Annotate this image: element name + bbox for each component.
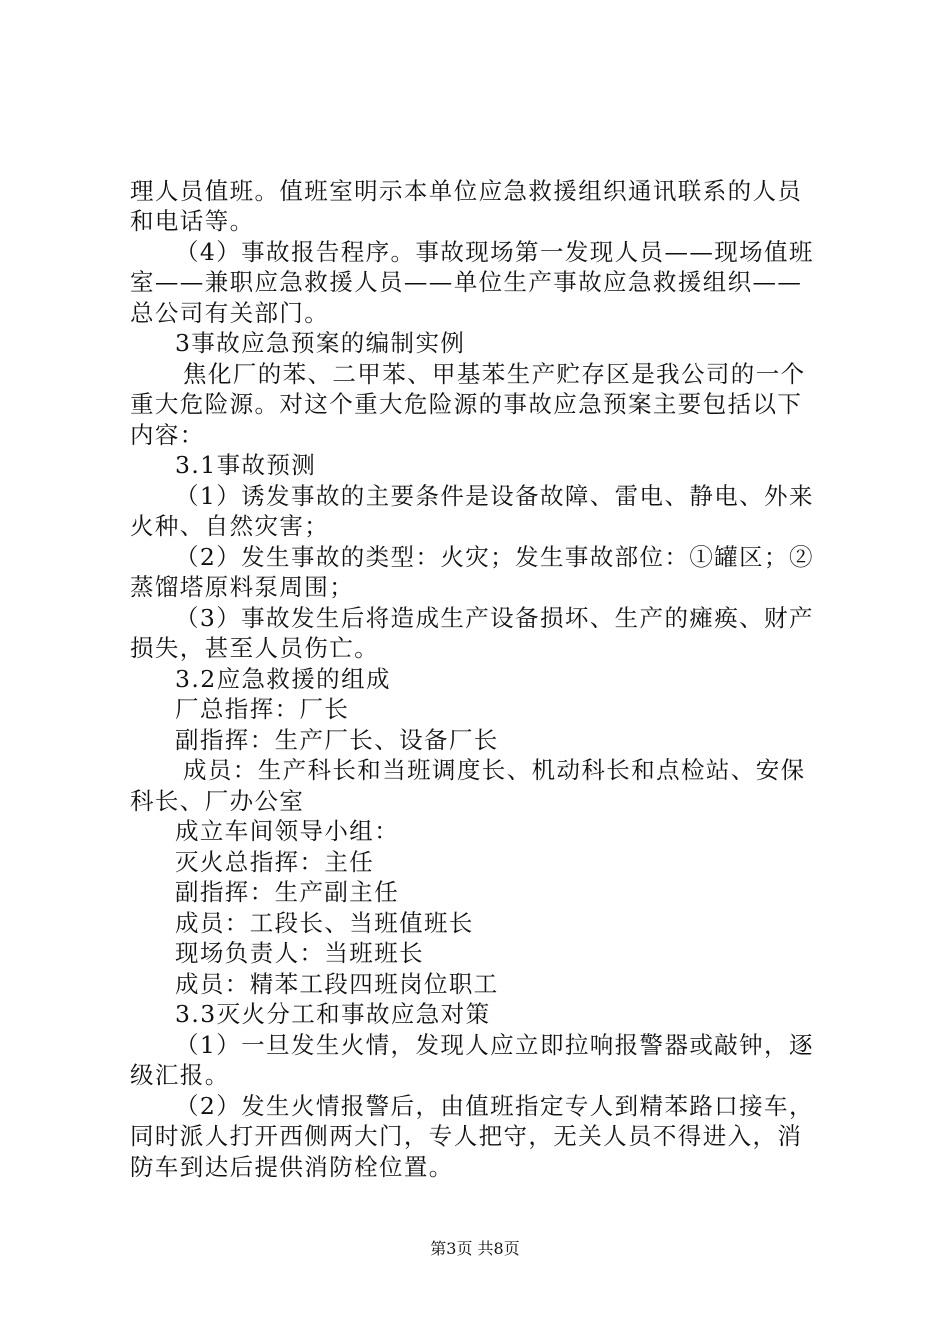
text-line: 副指挥：生产副主任 [175,878,400,906]
text-line: 内容： [130,421,205,449]
text-line: 现场负责人：当班班长 [175,939,424,967]
text-line: 损失，甚至人员伤亡。 [130,634,379,662]
text-line: 成员：精苯工段四班岗位职工 [175,970,499,998]
text-line: 同时派人打开西侧两大门，专人把守，无关人员不得进入，消 [130,1122,803,1150]
text-line: 副指挥：生产厂长、设备厂长 [175,726,499,754]
text-line: 级汇报。 [130,1061,230,1089]
text-line: （1）诱发事故的主要条件是设备故障、雷电、静电、外来 [175,482,814,510]
text-line: 理人员值班。值班室明示本单位应急救援组织通讯联系的人员 [130,177,803,205]
text-line: （2）发生火情报警后，由值班指定专人到精苯路口接车， [175,1092,814,1120]
text-line: （4）事故报告程序。事故现场第一发现人员——现场值班 [175,238,814,266]
text-line: 灭火总指挥：主任 [175,848,375,876]
text-line: 厂总指挥：厂长 [175,695,350,723]
page-number-footer: 第3页 共8页 [430,1239,520,1258]
text-line: 火种、自然灾害； [130,512,330,540]
text-line: 成员：工段长、当班值班长 [175,909,474,937]
section-heading: 3.1事故预测 [175,451,317,479]
text-line: 焦化厂的苯、二甲苯、甲基苯生产贮存区是我公司的一个 [183,360,806,388]
text-line: 室——兼职应急救援人员——单位生产事故应急救援组织—— [130,268,803,296]
text-line: 蒸馏塔原料泵周围； [130,573,355,601]
text-line: 和电话等。 [130,207,255,235]
section-heading: 3.2应急救援的组成 [175,665,391,693]
text-line: 科长、厂办公室 [130,787,305,815]
text-line: 防车到达后提供消防栓位置。 [130,1153,454,1181]
text-line: 重大危险源。对这个重大危险源的事故应急预案主要包括以下 [130,390,803,418]
text-line: （3）事故发生后将造成生产设备损坏、生产的瘫痪、财产 [175,604,814,632]
text-line: （2）发生事故的类型：火灾；发生事故部位：①罐区；② [175,543,814,571]
section-heading: 3.3灭火分工和事故应急对策 [175,1000,491,1028]
text-line: 成员：生产科长和当班调度长、机动科长和点检站、安保 [183,756,806,784]
section-heading: 3事故应急预案的编制实例 [175,329,466,357]
text-line: （1）一旦发生火情，发现人应立即拉响报警器或敲钟，逐 [175,1031,814,1059]
text-line: 成立车间领导小组： [175,817,400,845]
text-line: 总公司有关部门。 [130,299,330,327]
